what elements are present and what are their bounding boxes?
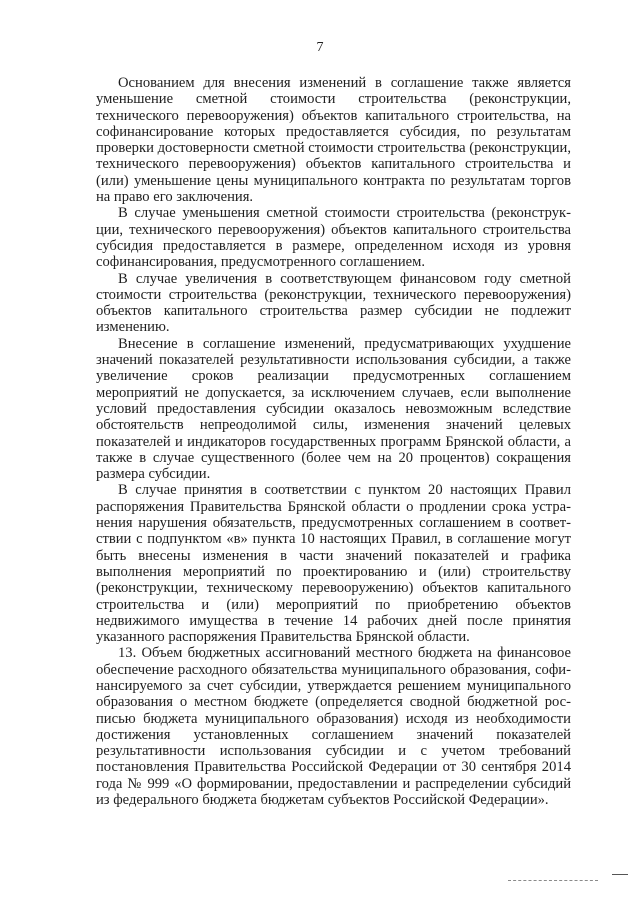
paragraph-item-13: 13. Объем бюджетных ассигнований местного бюджета на финансовое обеспечение расходного обязательства муниципального образования, софинансируемого за счет субсидии, утверждается решением муниципального образования о местном бюджете (определяется сводной бюджетной росписью бюджета муниципального образования) исходя из необходимости достижения установленных соглашением значений показателей результативности использования субсидии и с учетом требований постановления Правительства Российской Федерации от 30 сентября 2014 года № 999 «О формировании, предоставлении и распределении субсидий из федерального бюджета бюджетам субъектов Российской Федерации».	[96, 645, 571, 809]
paragraph-cost-decrease: В случае уменьшения сметной стоимости строительства (реконструкции, технического перевооружения) объектов капитального строительства субсидия предоставляется в размере, определенном исходя из уровня софинансирования, предусмотренного соглашением.	[96, 205, 571, 271]
paragraph-deadline-extension: В случае принятия в соответствии с пунктом 20 настоящих Правил распоряжения Правительства Брянской области о продлении срока устранения нарушения обязательств, предусмотренных соглашением в соответствии с подпунктом «в» пункта 10 настоящих Правил, в соглашение могут быть внесены изменения в части значений показателей и графика выполнения мероприятий по проектированию и (или) строительству (реконструкции, техническому перевооружению) объектов капитального строительства и (или) мероприятий по приобретению объектов недвижимого имущества в течение 14 рабочих дней после принятия указанного распоряжения Правительства Брянской области.	[96, 482, 571, 646]
document-body	[96, 75, 571, 808]
paragraph-cost-increase: В случае увеличения в соответствующем финансовом году сметной стоимости строительства (реконструкции, технического перевооружения) объектов капитального строительства размер субсидии не подлежит изменению.	[96, 270, 571, 336]
paragraph-basis-for-changes: Основанием для внесения изменений в соглашение также является уменьшение сметной стоимости строительства (реконструкции, технического перевооружения) объектов капитального строительства, на софинансирование которых предоставляется субсидия, по результатам проверки достоверности сметной стоимости строительства (реконструкции, технического перевооружения) объектов капитального строительства и (или) уменьшение цены муниципального контракта по результатам торгов на право его заключения.	[96, 75, 571, 206]
footer-mark	[612, 874, 628, 875]
footer-rule	[508, 880, 598, 881]
paragraph-worsening-indicators: Внесение в соглашение изменений, предусматривающих ухудшение значений показателей результативности использования субсидии, а также увеличение сроков реализации предусмотренных соглашением мероприятий не допускается, за исключением случаев, если выполнение условий предоставления субсидии оказалось невозможным вследствие обстоятельств непреодолимой силы, изменения значений целевых показателей и индикаторов государственных программ Брянской области, а также в случае существенного (более чем на 20 процентов) сокращения размера субсидии.	[96, 335, 571, 483]
page-number: 7	[316, 40, 324, 55]
